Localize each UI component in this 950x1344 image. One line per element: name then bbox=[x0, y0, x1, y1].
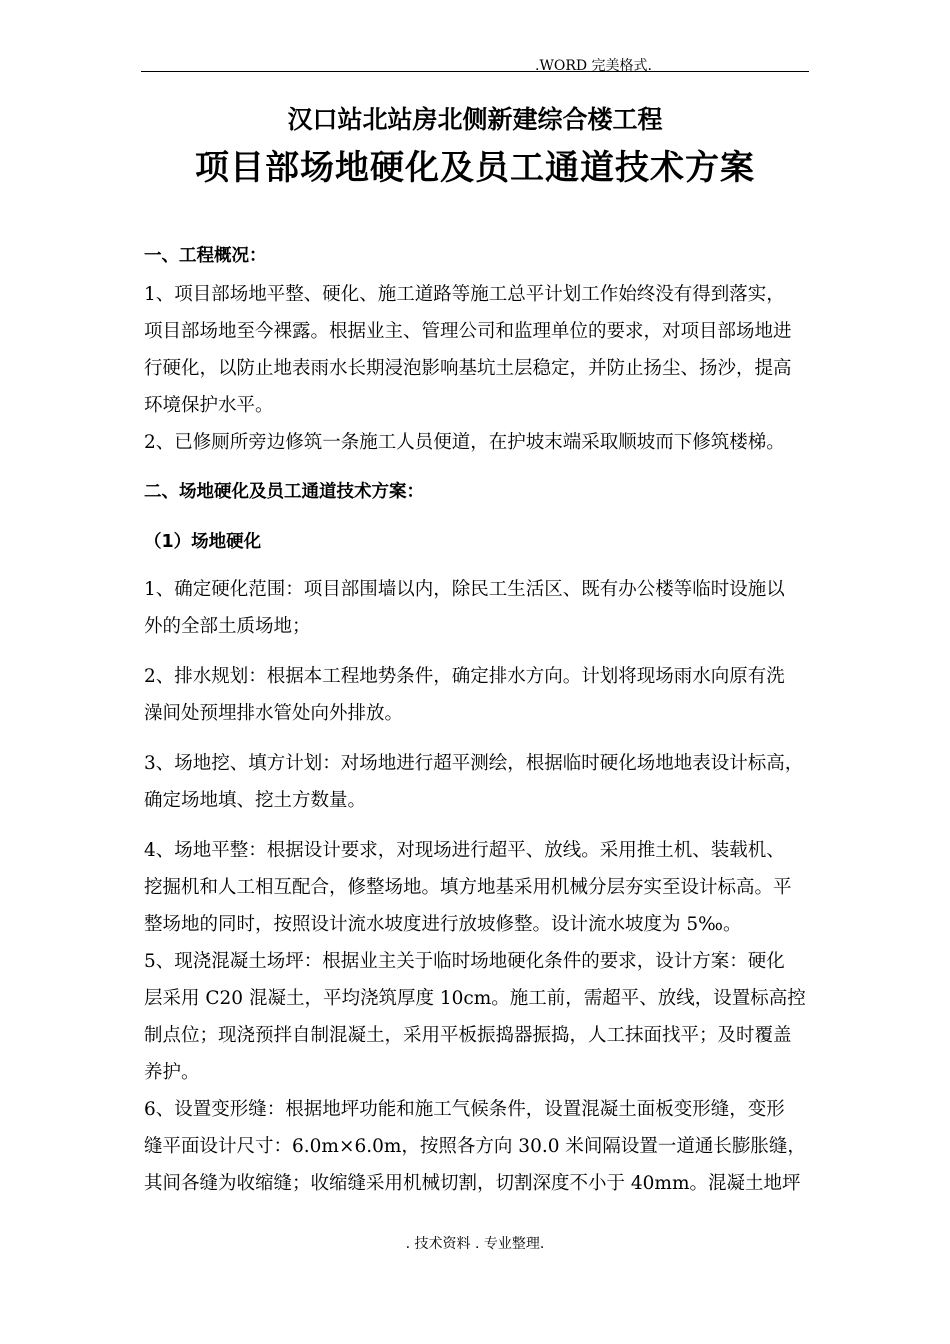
paragraph-line: 其间各缝为收缩缝；收缩缝采用机械切割，切割深度不小于 40mm。混凝土地坪 bbox=[144, 1173, 801, 1194]
paragraph-line: 1、确定硬化范围：项目部围墙以内，除民工生活区、既有办公楼等临时设施以 bbox=[144, 579, 785, 600]
paragraph-line: 缝平面设计尺寸：6.0m×6.0m，按照各方向 30.0 米间隔设置一道通长膨胀缝， bbox=[144, 1136, 806, 1157]
section-heading-1: 一、工程概况： bbox=[144, 246, 267, 266]
paragraph-line: 6、设置变形缝：根据地坪功能和施工气候条件，设置混凝土面板变形缝，变形 bbox=[144, 1099, 785, 1120]
paragraph-line: 制点位；现浇预拌自制混凝土，采用平板振捣器振捣，人工抹面找平；及时覆盖 bbox=[144, 1025, 792, 1046]
paragraph-line: 层采用 C20 混凝土，平均浇筑厚度 10cm。施工前，需超平、放线，设置标高控 bbox=[144, 988, 806, 1009]
paragraph-line: 2、排水规划：根据本工程地势条件，确定排水方向。计划将现场雨水向原有洗 bbox=[144, 666, 785, 687]
paragraph-line: 澡间处预埋排水管处向外排放。 bbox=[144, 703, 404, 724]
paragraph-line: 整场地的同时，按照设计流水坡度进行放坡修整。设计流水坡度为 5‰。 bbox=[144, 914, 742, 935]
paragraph-line: 行硬化，以防止地表雨水长期浸泡影响基坑土层稳定，并防止扬尘、扬沙，提高 bbox=[144, 358, 792, 379]
document-title-line2: 项目部场地硬化及员工通道技术方案 bbox=[195, 148, 755, 188]
page-header-text: .WORD 完美格式. bbox=[535, 58, 652, 74]
paragraph-line: 环境保护水平。 bbox=[144, 395, 274, 416]
document-title-line1: 汉口站北站房北侧新建综合楼工程 bbox=[287, 105, 663, 134]
paragraph-line: 外的全部土质场地； bbox=[144, 616, 311, 637]
subsection-heading: （1）场地硬化 bbox=[144, 532, 262, 552]
paragraph-line: 确定场地填、挖土方数量。 bbox=[144, 790, 367, 811]
paragraph-line: 1、项目部场地平整、硬化、施工道路等施工总平计划工作始终没有得到落实， bbox=[144, 284, 785, 305]
paragraph-line: 2、已修厕所旁边修筑一条施工人员便道，在护坡末端采取顺坡而下修筑楼梯。 bbox=[144, 432, 785, 453]
page-footer-text: . 技术资料 . 专业整理. bbox=[405, 1236, 545, 1252]
paragraph-line: 养护。 bbox=[144, 1062, 200, 1083]
section-heading-2: 二、场地硬化及员工通道技术方案： bbox=[144, 482, 424, 502]
paragraph-line: 项目部场地至今裸露。根据业主、管理公司和监理单位的要求，对项目部场地进 bbox=[144, 321, 792, 342]
paragraph-line: 3、场地挖、填方计划：对场地进行超平测绘，根据临时硬化场地地表设计标高， bbox=[144, 753, 804, 774]
header-rule bbox=[141, 71, 809, 72]
paragraph-line: 挖掘机和人工相互配合，修整场地。填方地基采用机械分层夯实至设计标高。平 bbox=[144, 877, 792, 898]
paragraph-line: 5、现浇混凝土场坪：根据业主关于临时场地硬化条件的要求，设计方案：硬化 bbox=[144, 951, 785, 972]
paragraph-line: 4、场地平整：根据设计要求，对现场进行超平、放线。采用推土机、装载机、 bbox=[144, 840, 785, 861]
